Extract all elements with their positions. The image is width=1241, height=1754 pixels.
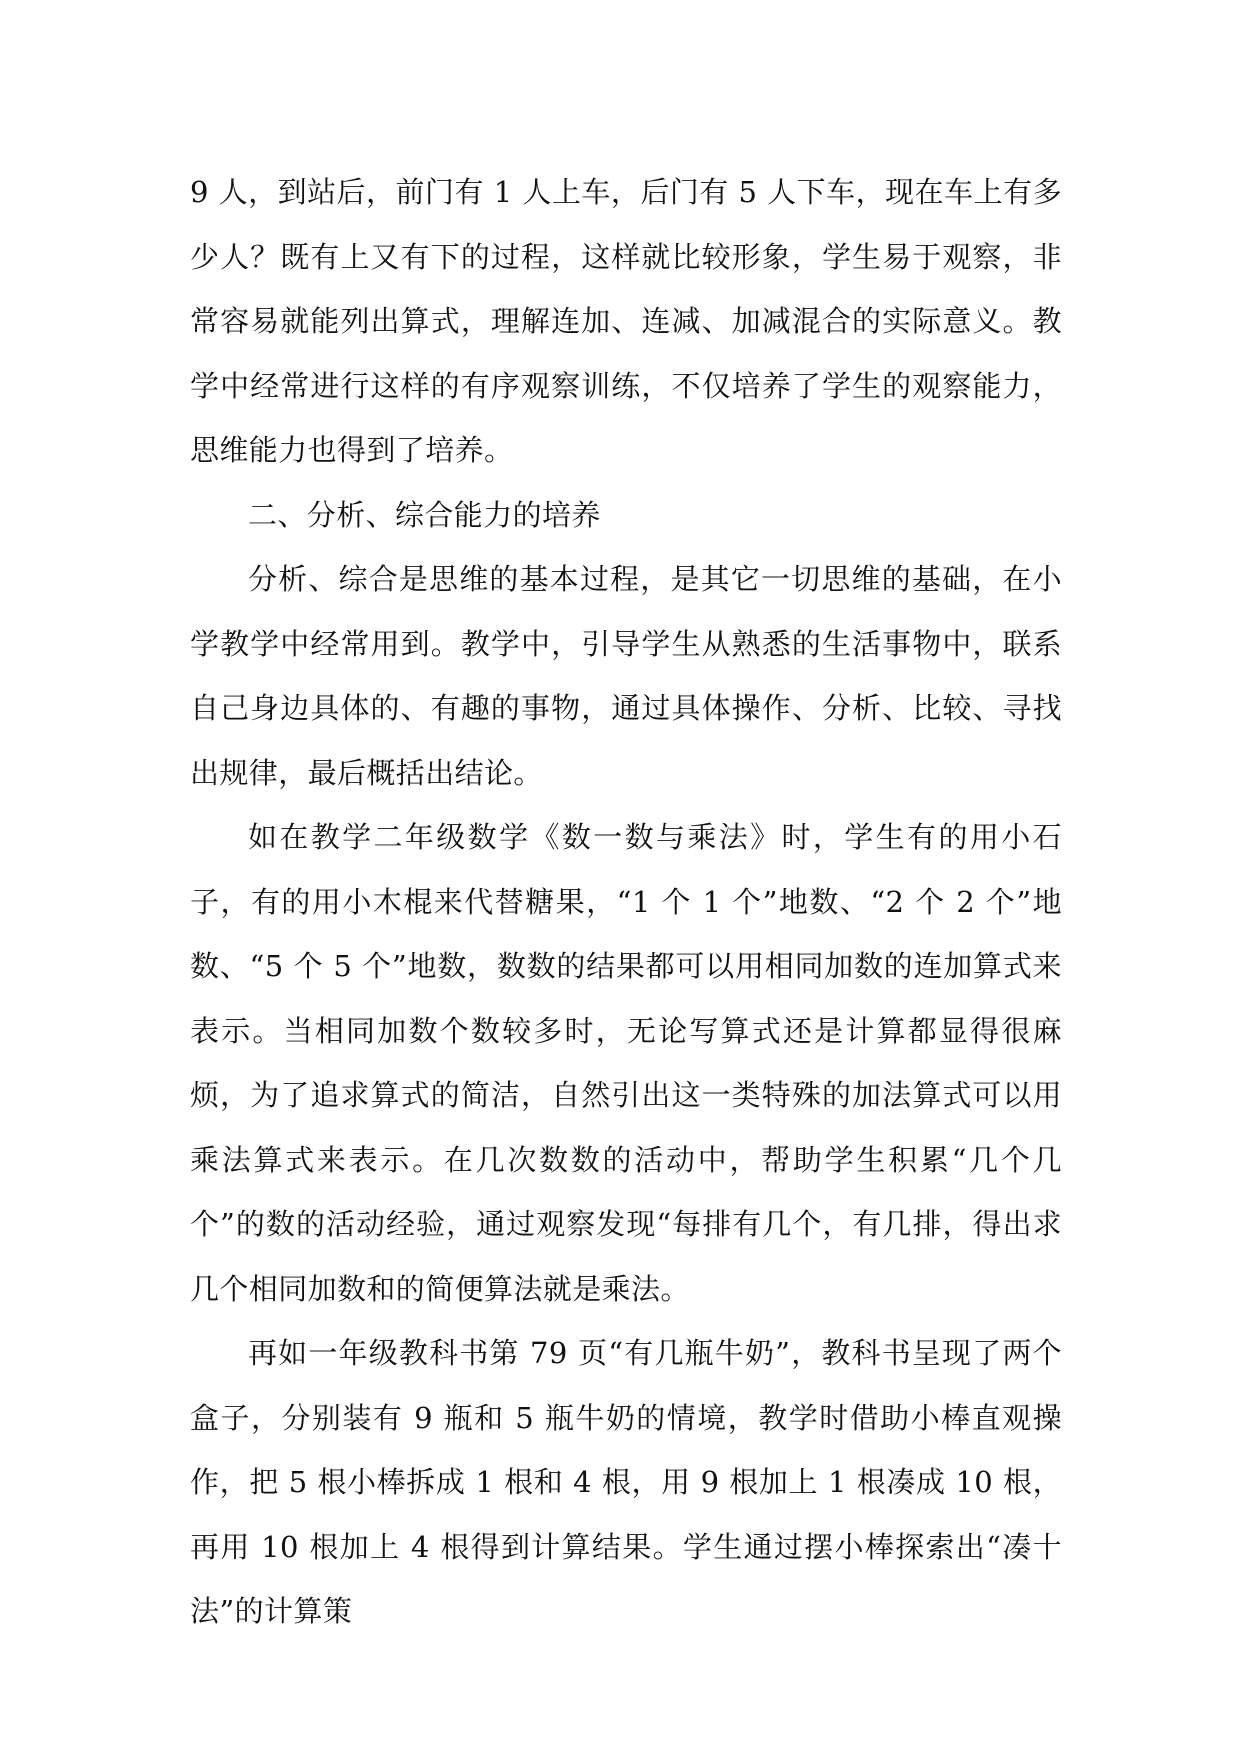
document-body [190, 160, 1062, 1644]
paragraph-observation-conclusion: 9 人，到站后，前门有 1 人上车，后门有 5 人下车，现在车上有多少人？既有上又有下的过程，这样就比较形象，学生易于观察，非常容易就能列出算式，理解连加、连减、加减混合的实际意义。教学中经常进行这样的有序观察训练，不仅培养了学生的观察能力，思维能力也得到了培养。 [190, 175, 1062, 467]
section-heading-analysis-synthesis: 二、分析、综合能力的培养 [248, 497, 601, 532]
paragraph-milk-bottles-example: 再如一年级教科书第 79 页“有几瓶牛奶”，教科书呈现了两个盒子，分别装有 9 瓶和 5 瓶牛奶的情境，教学时借助小棒直观操作，把 5 根小棒拆成 1 根和 4 根，用 9 根加上 1 根凑成 10 根，再用 10 根加上 4 根得到计算结果。学生通过摆小棒探索出“凑十法”的计算策 [190, 1336, 1062, 1628]
paragraph-analysis-intro: 分析、综合是思维的基本过程，是其它一切思维的基础，在小学教学中经常用到。教学中，引导学生从熟悉的生活事物中，联系自己身边具体的、有趣的事物，通过具体操作、分析、比较、寻找出规律，最后概括出结论。 [190, 562, 1062, 790]
paragraph-multiplication-example: 如在教学二年级数学《数一数与乘法》时，学生有的用小石子，有的用小木棍来代替糖果，“1 个 1 个”地数、“2 个 2 个”地数、“5 个 5 个”地数，数数的结果都可以用相同加数的连加算式来表示。当相同加数个数较多时，无论写算式还是计算都显得很麻烦，为了追求算式的简洁，自然引出这一类特殊的加法算式可以用乘法算式来表示。在几次数数的活动中，帮助学生积累“几个几个”的数的活动经验，通过观察发现“每排有几个，有几排，得出求几个相同加数和的简便算法就是乘法。 [190, 820, 1062, 1306]
